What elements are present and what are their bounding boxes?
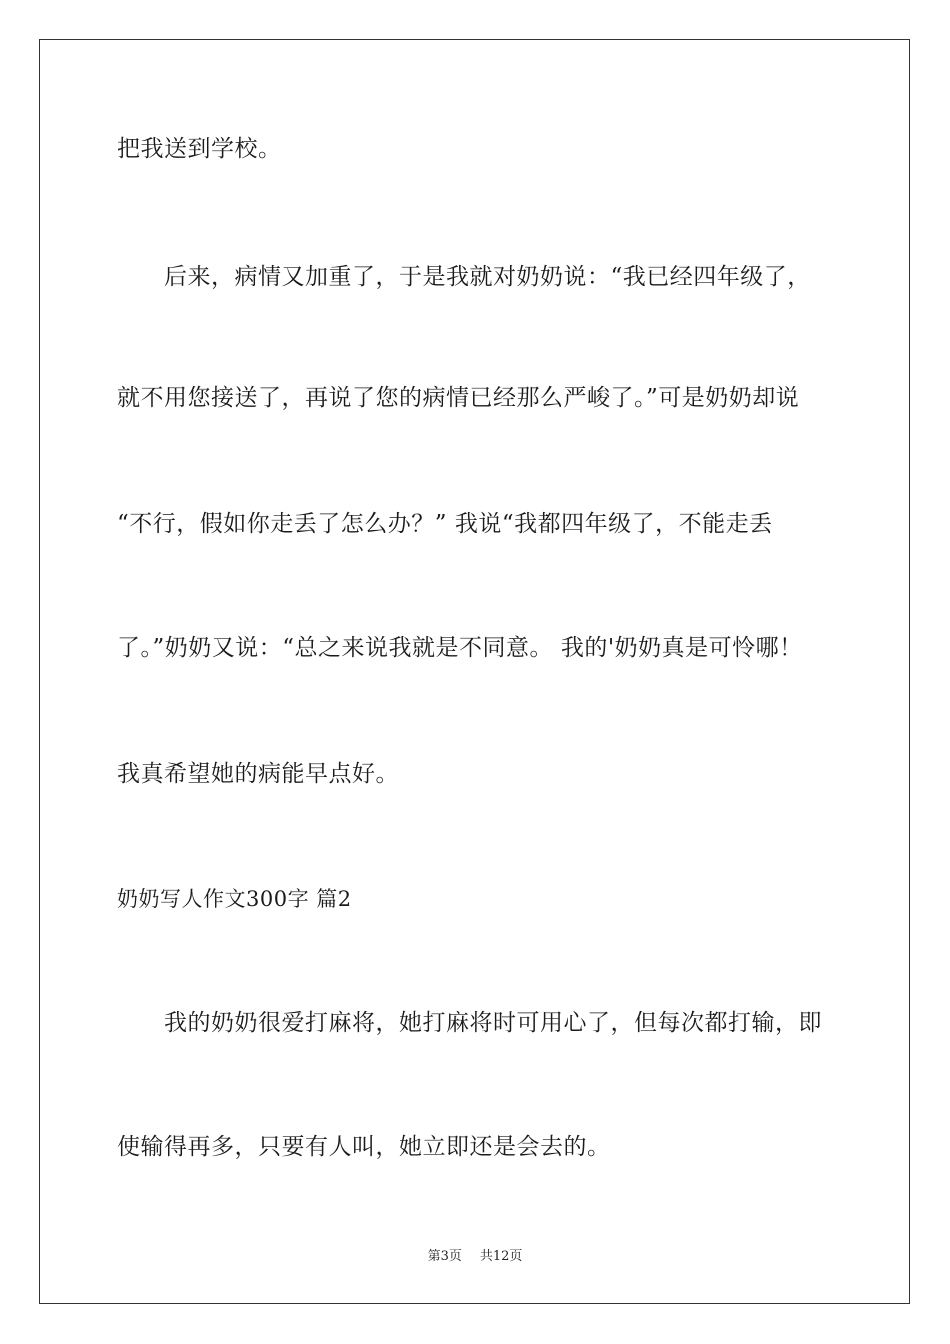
- paragraph-line-2: 后来，病情又加重了，于是我就对奶奶说：“我已经四年级了，: [164, 264, 811, 290]
- page-border: [39, 39, 910, 1304]
- page-number: 第3页: [427, 1249, 462, 1264]
- paragraph-line-1: 把我送到学校。: [117, 136, 282, 162]
- paragraph-line-5: 了。”奶奶又说：“总之来说我就是不同意。 我的'奶奶真是可怜哪！: [117, 635, 803, 661]
- paragraph-line-8: 使输得再多，只要有人叫，她立即还是会去的。: [117, 1134, 611, 1160]
- total-pages: 共12页: [479, 1249, 523, 1264]
- paragraph-line-7: 我的奶奶很爱打麻将，她打麻将时可用心了，但每次都打输，即: [164, 1010, 822, 1036]
- page-footer: [0, 1248, 950, 1266]
- section-heading: 奶奶写人作文300字 篇2: [117, 887, 352, 911]
- paragraph-line-4: “不行，假如你走丢了怎么办？” 我说“我都四年级了，不能走丢: [117, 511, 773, 537]
- paragraph-line-3: 就不用您接送了，再说了您的病情已经那么严峻了。”可是奶奶却说: [117, 385, 800, 411]
- paragraph-line-6: 我真希望她的病能早点好。: [117, 761, 399, 787]
